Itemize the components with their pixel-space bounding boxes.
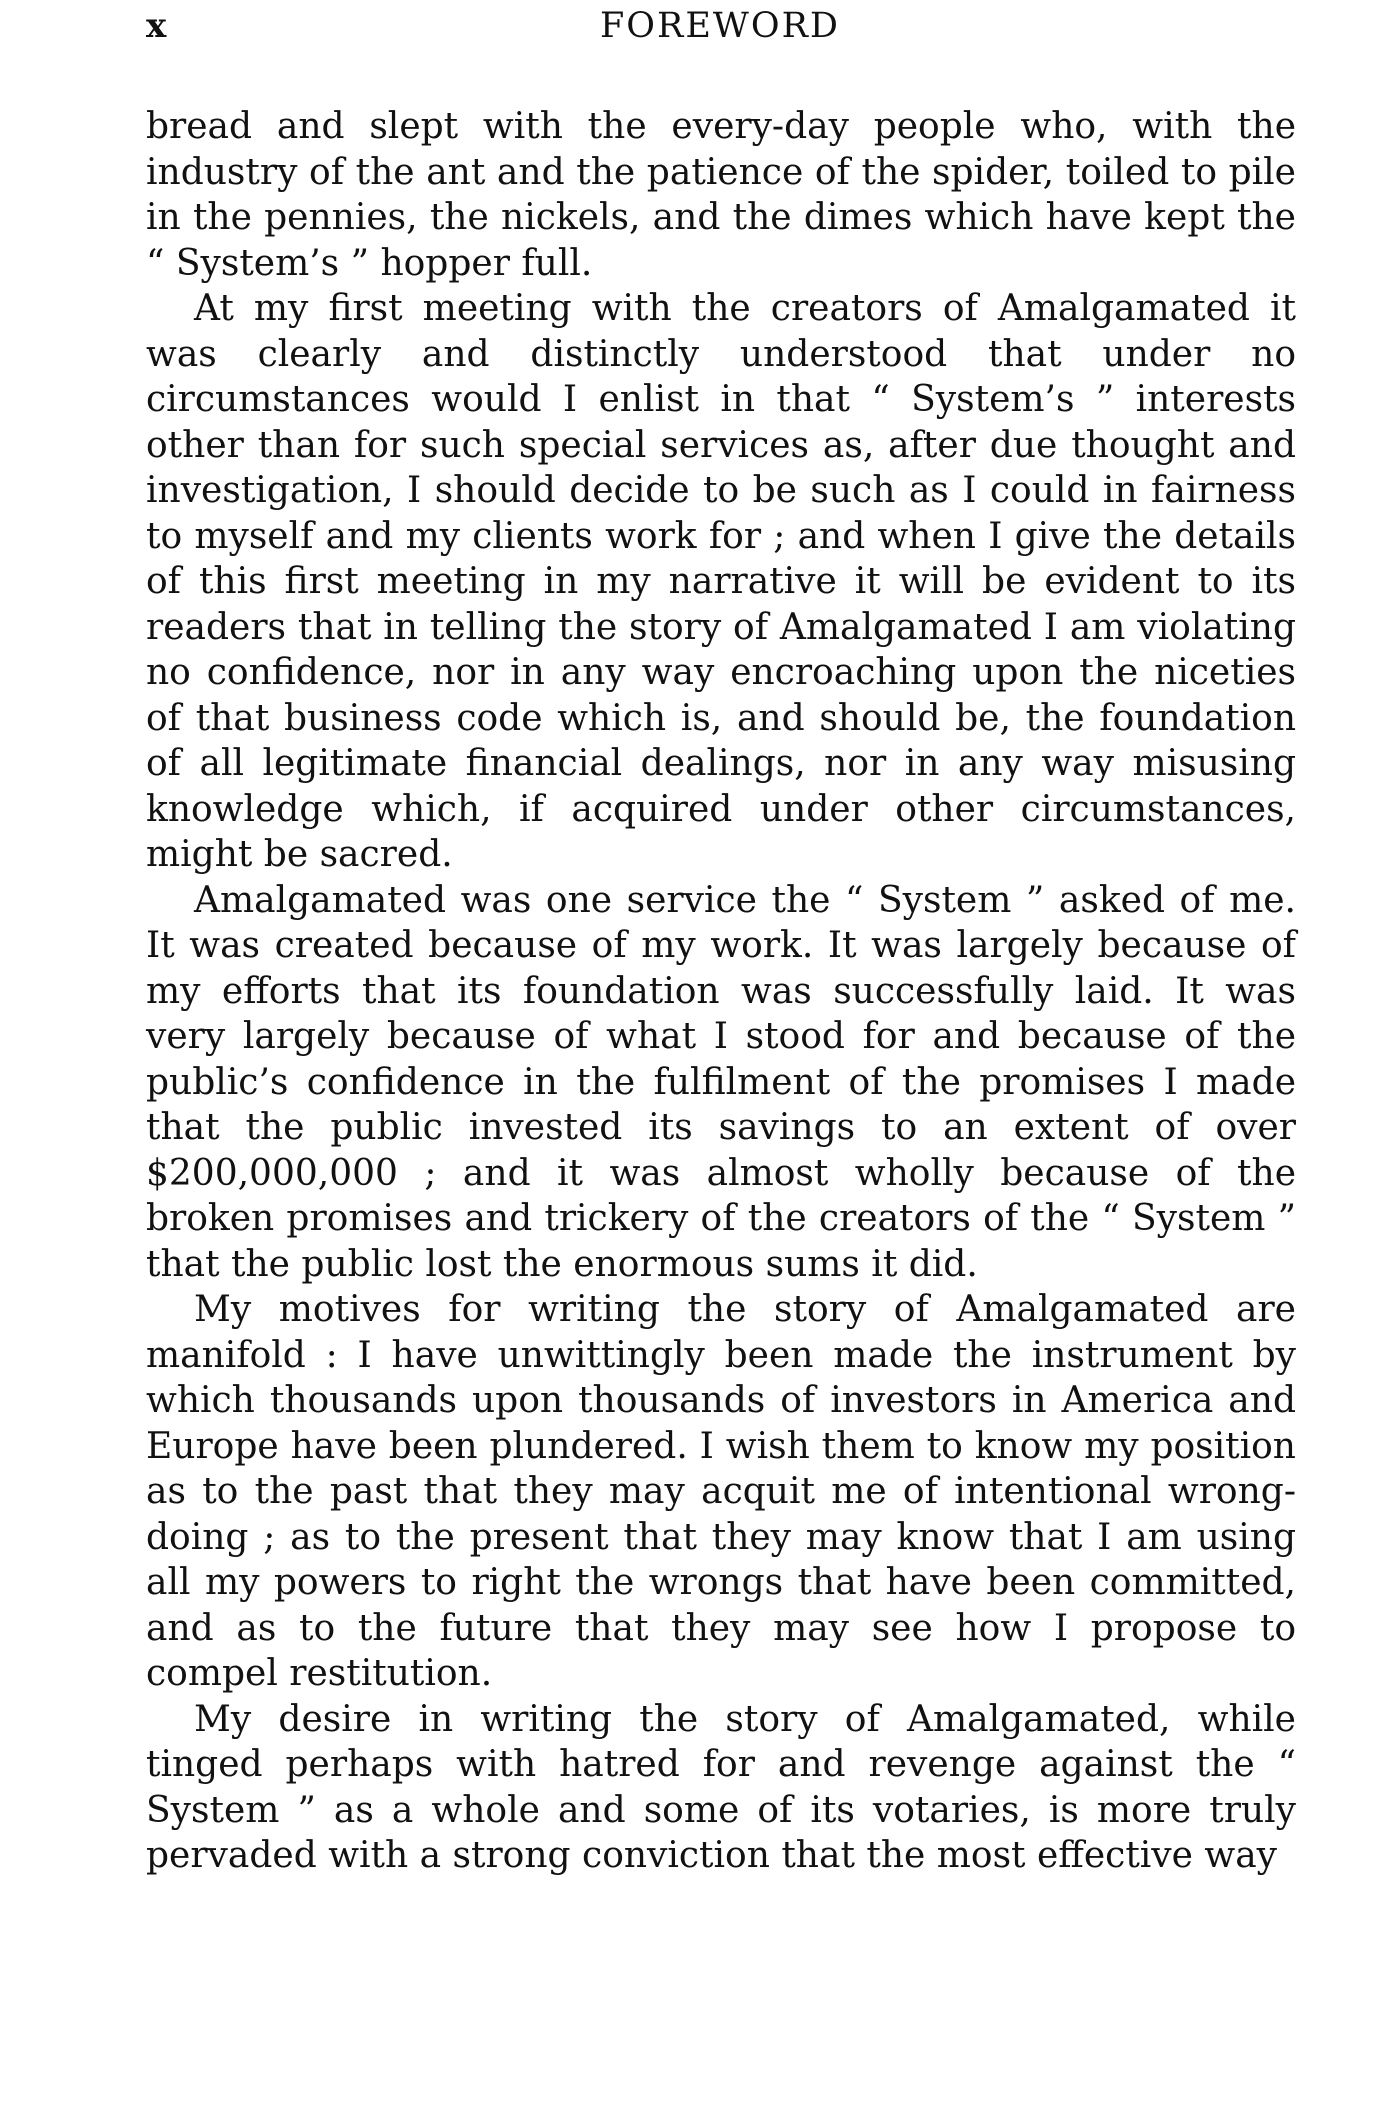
paragraph: At my first meeting with the creators of Amalgamated it was clearly and distinctly understood that under no circumstances would I enlist in that “ System’s ” interests other than for such special services as, after due thought and investigation, I should decide to be such as I could in fairness to myself and my clients work for ; and when I give the details of this first meeting in my narrative it will be evident to its readers that in telling the story of Amalgamated I am violating no confidence, nor in any way encroaching upon the niceties of that business code which is, and should be, the foundation of all legitimate financial dealings, nor in any way misusing knowledge which, if acquired under other circumstances, might be sacred. [146, 288, 1296, 875]
running-title: FOREWORD [600, 6, 840, 46]
body-text [146, 104, 1296, 1879]
page-number: x [146, 6, 168, 46]
paragraph-continued: bread and slept with the every-day people who, with the industry of the ant and the patience of the spider, toiled to pile in the pennies, the nickels, and the dimes which have kept the “ System’s ” hopper full. [146, 106, 1296, 284]
paragraph: Amalgamated was one service the “ System ” asked of me. It was created because of my work. It was largely because of my efforts that its foundation was successfully laid. It was very largely because of what I stood for and because of the public’s confidence in the fulfilment of the promises I made that the public invested its savings to an extent of over $200,000,000 ; and it was almost wholly because of the broken promises and trickery of the creators of the “ System ” that the public lost the enormous sums it did. [146, 879, 1296, 1285]
running-head [146, 2, 1294, 50]
paragraph: My motives for writing the story of Amalgamated are manifold : I have unwittingly been made the instrument by which thousands upon thousands of investors in America and Europe have been plundered. I wish them to know my position as to the past that they may acquit me of intentional wrong-doing ; as to the present that they may know that I am using all my powers to right the wrongs that have been committed, and as to the future that they may see how I propose to compel restitution. [146, 1289, 1296, 1694]
paragraph: My desire in writing the story of Amalgamated, while tinged perhaps with hatred for and revenge against the “ System ” as a whole and some of its votaries, is more truly pervaded with a strong conviction that the most effective way [146, 1698, 1296, 1876]
